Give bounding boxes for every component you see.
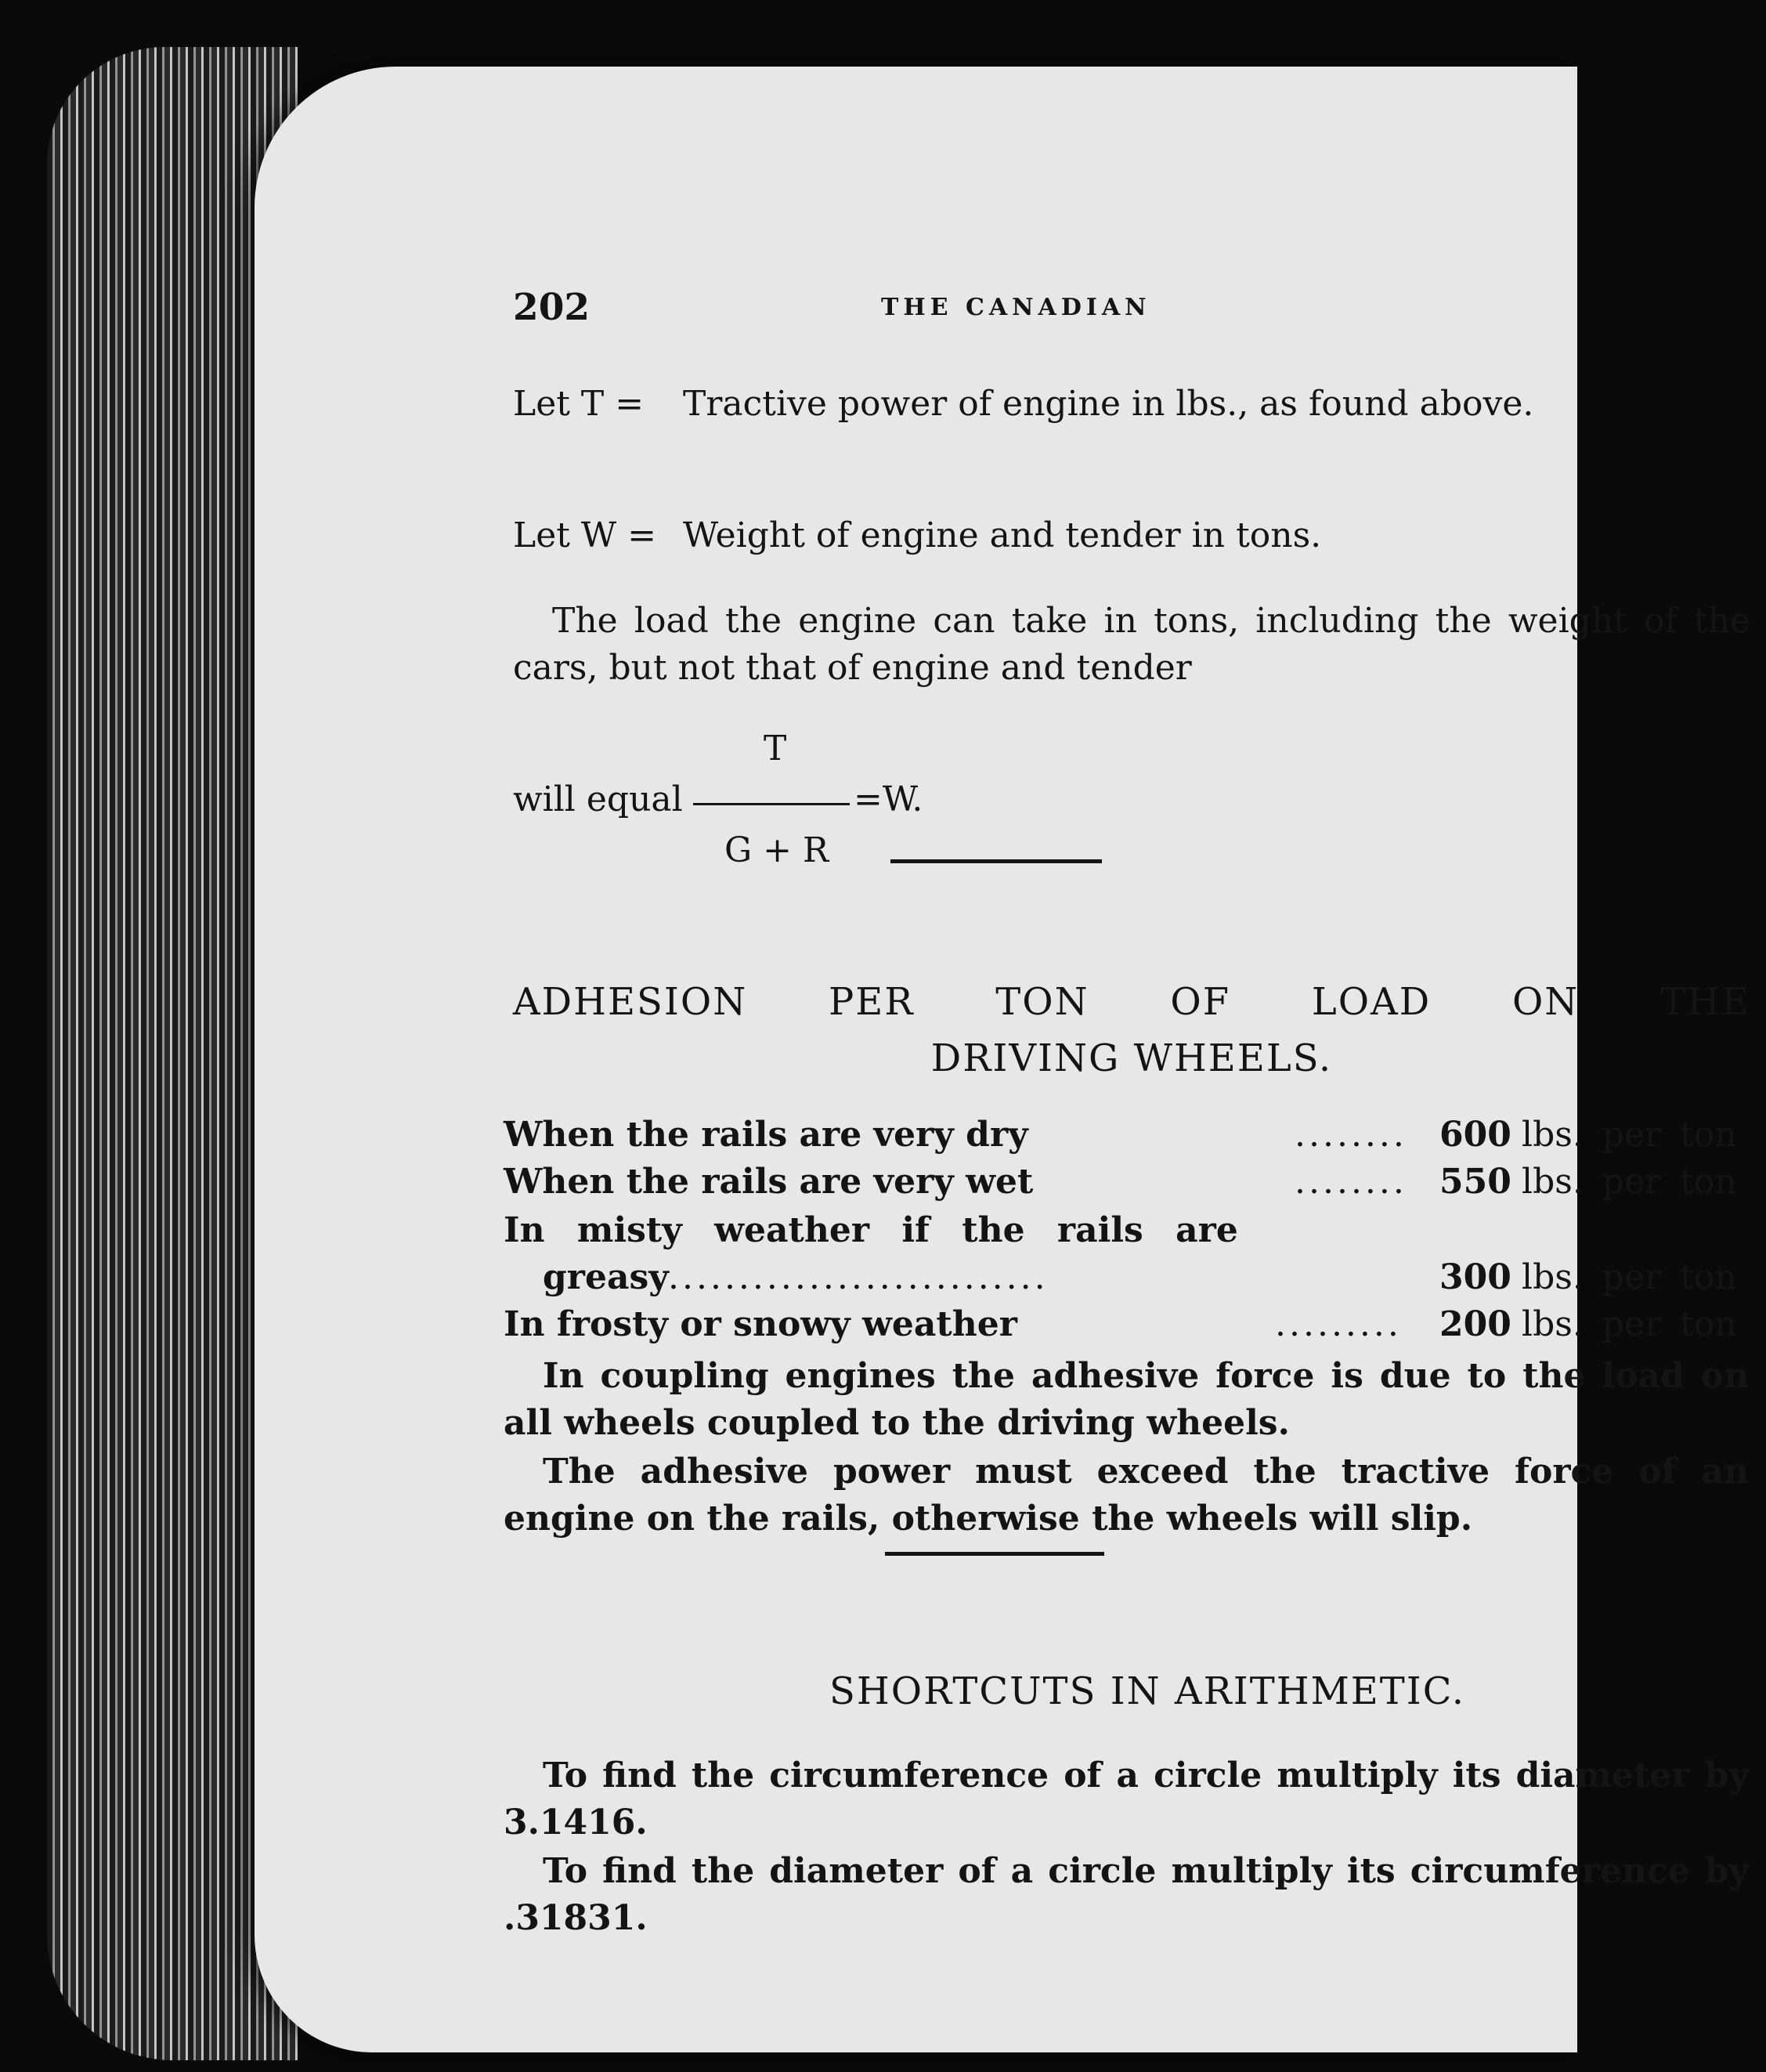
row-label: When the rails are very wet xyxy=(504,1162,1034,1202)
formula-result: =W. xyxy=(854,779,923,819)
leader-dots: ........ xyxy=(1295,1115,1407,1155)
definition-label: Let T = xyxy=(513,384,645,424)
leader-dots: ........ xyxy=(1295,1162,1407,1202)
adhesion-row-dry xyxy=(504,1115,1749,1162)
load-paragraph: The load the engine can take in tons, including the weight of the cars, but not that of engine and tender xyxy=(513,601,1750,688)
adhesion-heading-line2: DRIVING WHEELS. xyxy=(930,1036,1333,1080)
row-unit: lbs. per ton xyxy=(1522,1162,1737,1202)
definition-text: Tractive power of engine in lbs., as found above. xyxy=(683,384,1534,424)
shortcuts-paragraph-diameter: To find the diameter of a circle multiply its circumference by .31831. xyxy=(504,1851,1749,1938)
section-divider xyxy=(890,859,1102,863)
adhesion-row-greasy xyxy=(504,1257,1749,1304)
row-value: 300 xyxy=(1439,1257,1511,1297)
load-formula xyxy=(513,725,1218,873)
shortcuts-paragraph-circumference: To find the circumference of a circle multiply its diameter by 3.1416. xyxy=(504,1756,1749,1842)
leader-dots: ......... xyxy=(1275,1304,1402,1344)
book-page xyxy=(255,67,1750,2052)
formula-prefix: will equal xyxy=(513,779,683,819)
row-unit: lbs. per ton xyxy=(1522,1257,1737,1297)
section-divider xyxy=(885,1552,1104,1556)
adhesion-heading-line1: ADHESION PER TON OF LOAD ON THE xyxy=(513,980,1750,1024)
definition-text: Weight of engine and tender in tons. xyxy=(683,515,1322,555)
row-label: In misty weather if the rails are xyxy=(504,1210,1238,1250)
row-value: 550 xyxy=(1439,1162,1511,1202)
row-label: greasy xyxy=(543,1257,669,1297)
row-label: In frosty or snowy weather xyxy=(504,1304,1017,1344)
definition-label: Let W = xyxy=(513,515,657,555)
adhesion-row-wet xyxy=(504,1162,1749,1209)
adhesion-row-frosty xyxy=(504,1304,1749,1351)
running-head xyxy=(255,286,1577,333)
definition-tractive-power xyxy=(513,380,1750,477)
page-number: 202 xyxy=(513,286,590,329)
shortcuts-heading: SHORTCUTS IN ARITHMETIC. xyxy=(829,1669,1466,1713)
row-unit: lbs. per ton xyxy=(1522,1304,1737,1344)
adhesion-row-misty xyxy=(504,1210,1749,1257)
adhesion-paragraph-coupling: In coupling engines the adhesive force is due to the load on all wheels coupled to the driving wheels. xyxy=(504,1356,1749,1443)
formula-numerator: T xyxy=(764,729,787,768)
leader-dots: ........................... xyxy=(668,1257,1049,1297)
row-value: 600 xyxy=(1439,1115,1511,1155)
definition-weight xyxy=(513,512,1750,560)
fraction-bar xyxy=(693,803,850,805)
row-value: 200 xyxy=(1439,1304,1511,1344)
row-label: When the rails are very dry xyxy=(504,1115,1028,1155)
row-unit: lbs. per ton xyxy=(1522,1115,1737,1155)
adhesion-paragraph-power: The adhesive power must exceed the tractive force of an engine on the rails, otherwise the wheels will slip. xyxy=(504,1452,1749,1539)
formula-denominator: G + R xyxy=(724,830,829,870)
running-title: THE CANADIAN xyxy=(881,294,1151,321)
